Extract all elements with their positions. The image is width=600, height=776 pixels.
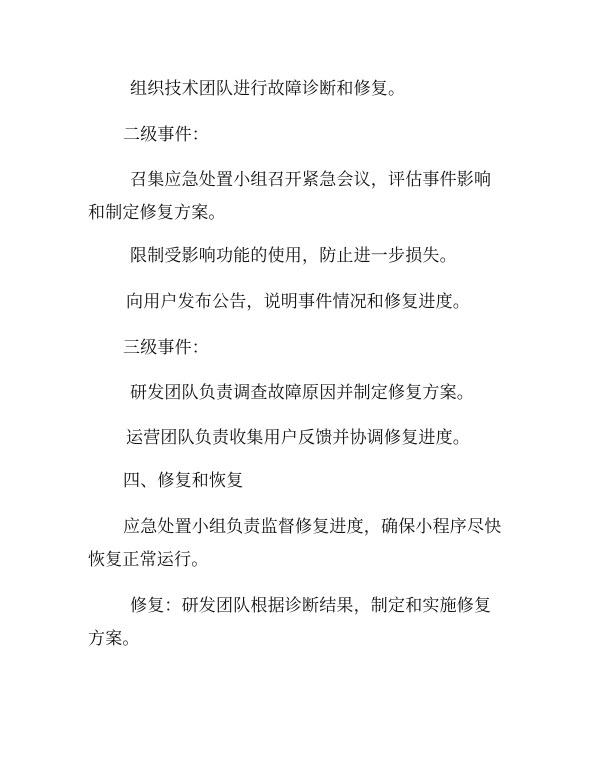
- section-heading-level3: 三级事件：: [123, 338, 209, 358]
- paragraph-line-3: 召集应急处置小组召开紧急会议，评估事件影响: [130, 170, 492, 190]
- paragraph-line-14: 方案。: [88, 629, 140, 649]
- paragraph-line-5: 限制受影响功能的使用，防止进一步损失。: [130, 246, 457, 266]
- paragraph-line-1: 组织技术团队进行故障诊断和修复。: [130, 79, 406, 99]
- paragraph-line-6: 向用户发布公告，说明事件情况和修复进度。: [126, 292, 470, 312]
- section-heading-level2: 二级事件：: [123, 125, 209, 145]
- paragraph-line-12: 恢复正常运行。: [88, 550, 209, 570]
- paragraph-line-9: 运营团队负责收集用户反馈并协调修复进度。: [126, 428, 470, 448]
- section-heading-repair: 四、修复和恢复: [123, 471, 244, 491]
- paragraph-line-13: 修复：研发团队根据诊断结果，制定和实施修复: [130, 596, 492, 616]
- paragraph-line-11: 应急处置小组负责监督修复进度，确保小程序尽快: [123, 517, 502, 537]
- paragraph-line-8: 研发团队负责调查故障原因并制定修复方案。: [130, 383, 474, 403]
- paragraph-line-4: 和制定修复方案。: [88, 203, 226, 223]
